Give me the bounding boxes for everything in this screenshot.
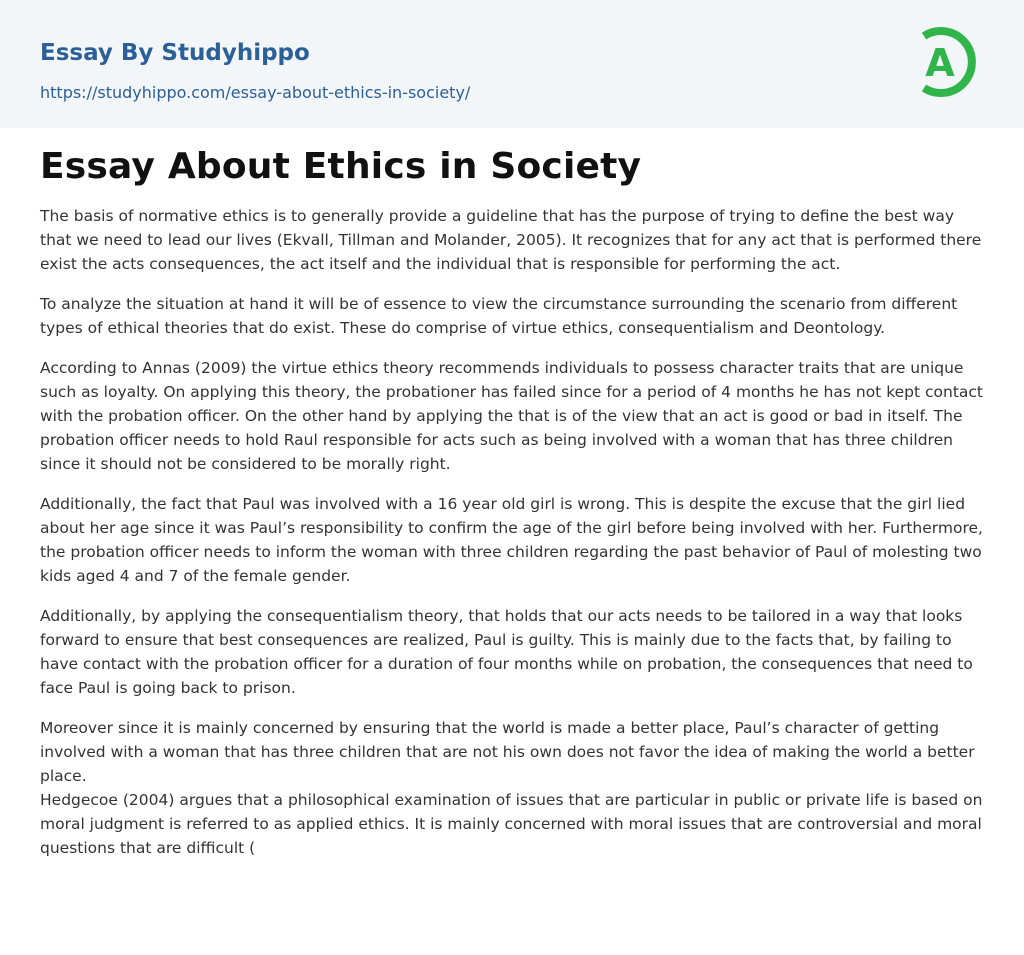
brand-title: Essay By Studyhippo — [40, 40, 310, 66]
essay-url-link[interactable]: https://studyhippo.com/essay-about-ethics-in-society/ — [40, 83, 471, 102]
studyhippo-logo[interactable] — [912, 18, 988, 106]
paragraph: Additionally, the fact that Paul was involved with a 16 year old girl is wrong. This is despite the excuse that the girl lied about her age since it was Paul’s responsibility to confirm the age of the girl before being involved with her. Furthermore, the probation officer needs to inform the woman with three children regarding the past behavior of Paul of molesting two kids aged 4 and 7 of the female gender. — [40, 495, 983, 585]
paragraph: To analyze the situation at hand it will be of essence to view the circumstance surrounding the scenario from different types of ethical theories that do exist. These do comprise of virtue ethics, consequentialism and Deontology. — [40, 295, 958, 337]
paragraph: The basis of normative ethics is to generally provide a guideline that has the purpose of trying to define the best way that we need to lead our lives (Ekvall, Tillman and Molander, 2005). It recognizes that for any act that is performed there exist the acts consequences, the act itself and the individual that is responsible for performing the act. — [40, 207, 982, 273]
logo-letter: A — [925, 41, 955, 85]
paragraph: According to Annas (2009) the virtue ethics theory recommends individuals to possess character traits that are unique such as loyalty. On applying this theory, the probationer has failed since for a period of 4 months he has not kept contact with the probation officer. On the other hand by applying the that is of the view that an act is good or bad in itself. The probation officer needs to hold Raul responsible for acts such as being involved with a woman that has three children since it should not be considered to be morally right. — [40, 359, 983, 473]
logo-a-icon — [912, 18, 988, 106]
site-header — [0, 0, 1024, 128]
article — [40, 142, 984, 860]
page-title: Essay About Ethics in Society — [40, 146, 642, 187]
paragraph: Hedgecoe (2004) argues that a philosophical examination of issues that are particular in public or private life is based on moral judgment is referred to as applied ethics. It is mainly concerned with moral issues that are controversial and moral questions that are difficult ( — [40, 791, 983, 857]
paragraph: Moreover since it is mainly concerned by ensuring that the world is made a better place, Paul’s character of getting involved with a woman that has three children that are not his own does not favor the idea of making the world a better place. — [40, 719, 975, 785]
paragraph: Additionally, by applying the consequentialism theory, that holds that our acts needs to be tailored in a way that looks forward to ensure that best consequences are realized, Paul is guilty. This is mainly due to the facts that, by failing to have contact with the probation officer for a duration of four months while on probation, the consequences that need to face Paul is going back to prison. — [40, 607, 973, 697]
